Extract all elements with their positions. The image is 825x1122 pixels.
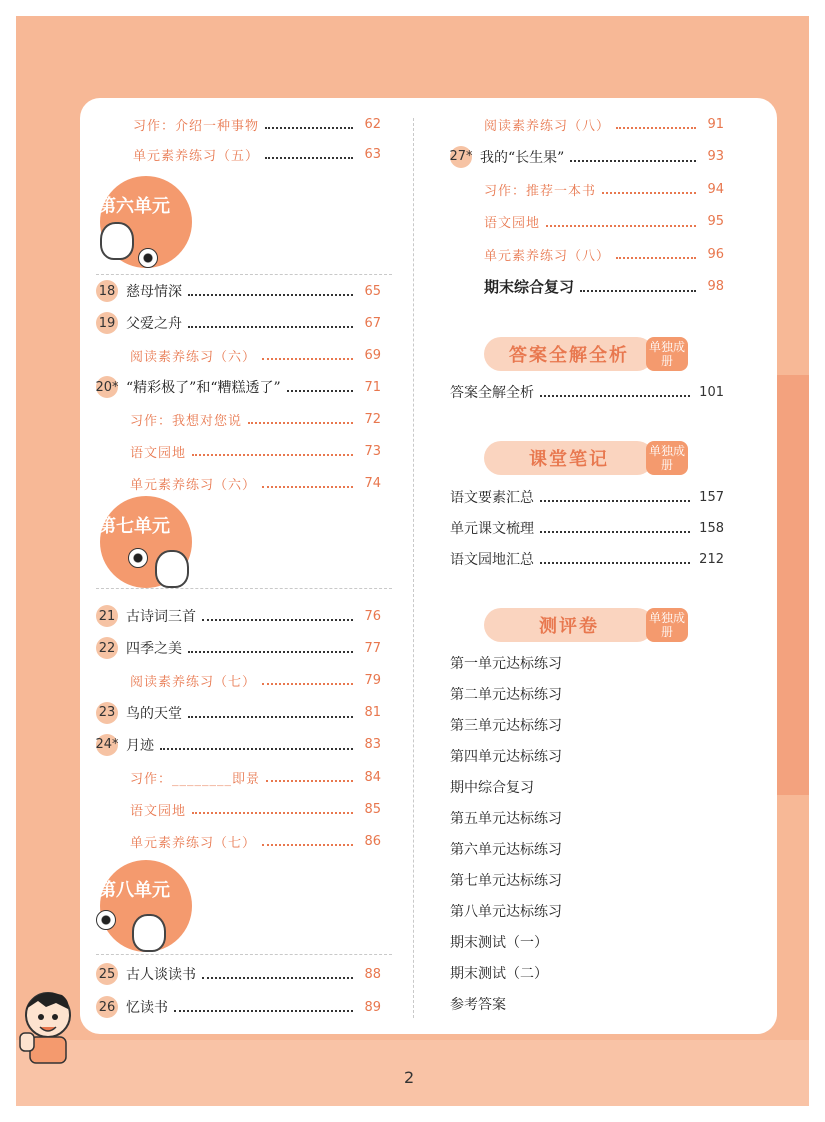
unit-divider [96, 588, 392, 589]
toc-entry[interactable] [130, 797, 381, 821]
dot-leader [248, 422, 353, 424]
dot-leader [265, 127, 353, 129]
dot-leader [540, 395, 690, 397]
dot-leader [262, 683, 353, 685]
answers-heading: 答案全解全析 [484, 337, 654, 371]
entry-page: 86 [364, 833, 381, 849]
toc-entry[interactable] [133, 112, 381, 136]
toc-entry[interactable] [130, 471, 381, 495]
answers-tag: 单独成册 [646, 337, 688, 371]
kid-mascot-icon [16, 985, 76, 1065]
entry-title: 单元素养练习（七） [130, 835, 257, 851]
entry-page: 93 [707, 149, 724, 164]
dot-leader [616, 127, 696, 129]
toc-entry[interactable] [130, 407, 381, 431]
entry-page: 77 [364, 640, 381, 656]
dot-leader [266, 780, 353, 782]
toc-entry[interactable] [96, 701, 381, 725]
entry-page: 89 [364, 999, 381, 1015]
dot-leader [602, 192, 696, 194]
entry-page: 88 [364, 966, 381, 982]
entry-title: 答案全解全析 [450, 385, 534, 401]
toc-entry[interactable] [96, 604, 381, 628]
entry-title: 语文园地 [130, 445, 187, 461]
entry-title: 单元素养练习（八） [484, 248, 611, 264]
lesson-number: 19 [96, 312, 118, 334]
toc-entry[interactable] [96, 733, 381, 757]
dot-leader [188, 651, 353, 653]
tests-tag: 单独成册 [646, 608, 688, 642]
dot-leader [192, 454, 353, 456]
entry-page: 62 [364, 116, 381, 132]
lesson-number: 27* [450, 146, 472, 168]
entry-page: 157 [699, 489, 724, 505]
football-icon [96, 910, 116, 930]
entry-page: 85 [364, 801, 381, 817]
notes-tag: 单独成册 [646, 441, 688, 475]
entry-title: 习作：________即景 [130, 771, 261, 787]
toc-entry[interactable] [130, 439, 381, 463]
dot-leader [188, 326, 353, 328]
entry-page: 84 [364, 769, 381, 785]
dot-leader [192, 812, 353, 814]
unit7-label: 第七单元 [98, 516, 170, 537]
toc-entry[interactable] [450, 516, 724, 540]
toc-entry[interactable] [96, 962, 381, 986]
toc-entry[interactable] [96, 636, 381, 660]
entry-title: 单元课文梳理 [450, 521, 534, 537]
entry-page: 212 [699, 551, 724, 567]
entry-title: 单元素养练习（六） [130, 477, 257, 493]
test-item[interactable]: 第一单元达标练习 [450, 656, 562, 672]
toc-entry[interactable] [130, 765, 381, 789]
toc-entry[interactable] [133, 142, 381, 166]
dot-leader [262, 358, 353, 360]
lesson-number: 20* [96, 376, 118, 398]
toc-entry[interactable] [484, 112, 724, 136]
entry-title: 语文园地 [130, 803, 187, 819]
entry-title: 我的“长生果” [480, 149, 565, 166]
entry-title: 慈母情深 [126, 284, 182, 300]
tests-heading: 测评卷 [484, 608, 654, 642]
entry-title: 阅读素养练习（七） [130, 674, 257, 690]
lesson-number: 23 [96, 702, 118, 724]
mascot-icon [132, 914, 166, 952]
entry-title: 古人谈读书 [126, 967, 196, 983]
dot-leader [540, 562, 690, 564]
unit6-label: 第六单元 [98, 196, 170, 217]
entry-page: 83 [364, 737, 381, 753]
dot-leader [160, 748, 353, 750]
entry-page: 79 [364, 672, 381, 688]
lesson-number: 24* [96, 734, 118, 756]
entry-title: 阅读素养练习（六） [130, 349, 257, 365]
entry-title: 习作：我想对您说 [130, 413, 243, 429]
dot-leader [540, 531, 690, 533]
entry-page: 69 [364, 347, 381, 363]
entry-title: 习作：介绍一种事物 [133, 118, 260, 134]
unit8-label: 第八单元 [98, 880, 170, 901]
test-item[interactable]: 第三单元达标练习 [450, 718, 562, 734]
test-item[interactable]: 期末测试（二） [450, 966, 548, 982]
test-item[interactable]: 第六单元达标练习 [450, 842, 562, 858]
football-icon [128, 548, 148, 568]
lesson-number: 25 [96, 963, 118, 985]
toc-entry[interactable] [484, 210, 724, 234]
dot-leader [540, 500, 690, 502]
mascot-icon [155, 550, 189, 588]
entry-title: “精彩极了”和“糟糕透了” [126, 380, 281, 396]
toc-entry[interactable] [96, 995, 381, 1019]
toc-entry[interactable] [130, 829, 381, 853]
notes-heading: 课堂笔记 [484, 441, 654, 475]
entry-page: 95 [707, 214, 724, 229]
entry-page: 101 [699, 384, 724, 400]
mascot-icon [100, 222, 134, 260]
toc-entry[interactable] [96, 279, 381, 303]
lesson-number: 18 [96, 280, 118, 302]
toc-entry[interactable] [450, 380, 724, 404]
entry-title: 阅读素养练习（八） [484, 118, 611, 134]
entry-title: 月迹 [126, 737, 154, 754]
lesson-number: 26 [96, 996, 118, 1018]
test-item[interactable]: 期末测试（一） [450, 935, 548, 951]
toc-entry[interactable] [450, 547, 724, 571]
entry-title: 四季之美 [126, 641, 182, 658]
toc-entry[interactable] [450, 145, 724, 169]
page-number: 2 [404, 1068, 415, 1087]
test-item[interactable]: 第七单元达标练习 [450, 873, 562, 889]
dot-leader [188, 716, 353, 718]
toc-entry[interactable] [484, 242, 724, 266]
entry-page: 65 [364, 283, 381, 299]
entry-title: 语文要素汇总 [450, 490, 534, 506]
lesson-number: 21 [96, 605, 118, 627]
toc-entry[interactable] [484, 275, 724, 299]
dot-leader [265, 157, 353, 159]
entry-title: 习作：推荐一本书 [484, 183, 597, 199]
entry-title: 单元素养练习（五） [133, 148, 260, 164]
toc-entry[interactable] [96, 375, 381, 399]
entry-title: 语文园地汇总 [450, 552, 534, 568]
dot-leader [287, 390, 353, 392]
dot-leader [202, 977, 353, 979]
toc-entry[interactable] [96, 311, 381, 335]
entry-page: 74 [364, 475, 381, 491]
test-item[interactable]: 第四单元达标练习 [450, 749, 562, 765]
entry-page: 72 [364, 411, 381, 427]
entry-title: 语文园地 [484, 216, 541, 231]
entry-title: 古诗词三首 [126, 609, 196, 625]
dot-leader [202, 619, 353, 621]
entry-page: 96 [707, 246, 724, 262]
entry-title: 父爱之舟 [126, 316, 182, 332]
unit-divider [96, 954, 392, 955]
entry-page: 81 [364, 705, 381, 721]
dot-leader [616, 257, 696, 259]
entry-page: 67 [364, 315, 381, 331]
entry-page: 94 [707, 181, 724, 197]
dot-leader [262, 844, 353, 846]
entry-page: 158 [699, 520, 724, 536]
test-item[interactable]: 第二单元达标练习 [450, 687, 562, 703]
dot-leader [570, 160, 696, 162]
entry-title: 忆读书 [126, 1000, 168, 1016]
entry-page: 71 [364, 379, 381, 395]
entry-page: 98 [707, 279, 724, 294]
entry-title: 鸟的天堂 [126, 705, 182, 722]
dot-leader [174, 1010, 353, 1012]
entry-title: 期末综合复习 [484, 278, 575, 296]
entry-page: 73 [364, 443, 381, 459]
dot-leader [546, 225, 696, 227]
test-item[interactable]: 第五单元达标练习 [450, 811, 562, 827]
entry-page: 63 [364, 146, 381, 162]
test-item[interactable]: 参考答案 [450, 997, 506, 1013]
test-item[interactable]: 期中综合复习 [450, 780, 534, 796]
lesson-number: 22 [96, 637, 118, 659]
test-item[interactable]: 第八单元达标练习 [450, 904, 562, 920]
dot-leader [262, 486, 353, 488]
toc-entry[interactable] [130, 668, 381, 692]
football-icon [138, 248, 158, 268]
toc-entry[interactable] [130, 343, 381, 367]
entry-page: 91 [707, 116, 724, 132]
unit-divider [96, 274, 392, 275]
toc-entry[interactable] [484, 177, 724, 201]
dot-leader [580, 290, 696, 292]
toc-entry[interactable] [450, 485, 724, 509]
column-divider [413, 118, 414, 1018]
dot-leader [188, 294, 353, 296]
entry-page: 76 [364, 608, 381, 624]
